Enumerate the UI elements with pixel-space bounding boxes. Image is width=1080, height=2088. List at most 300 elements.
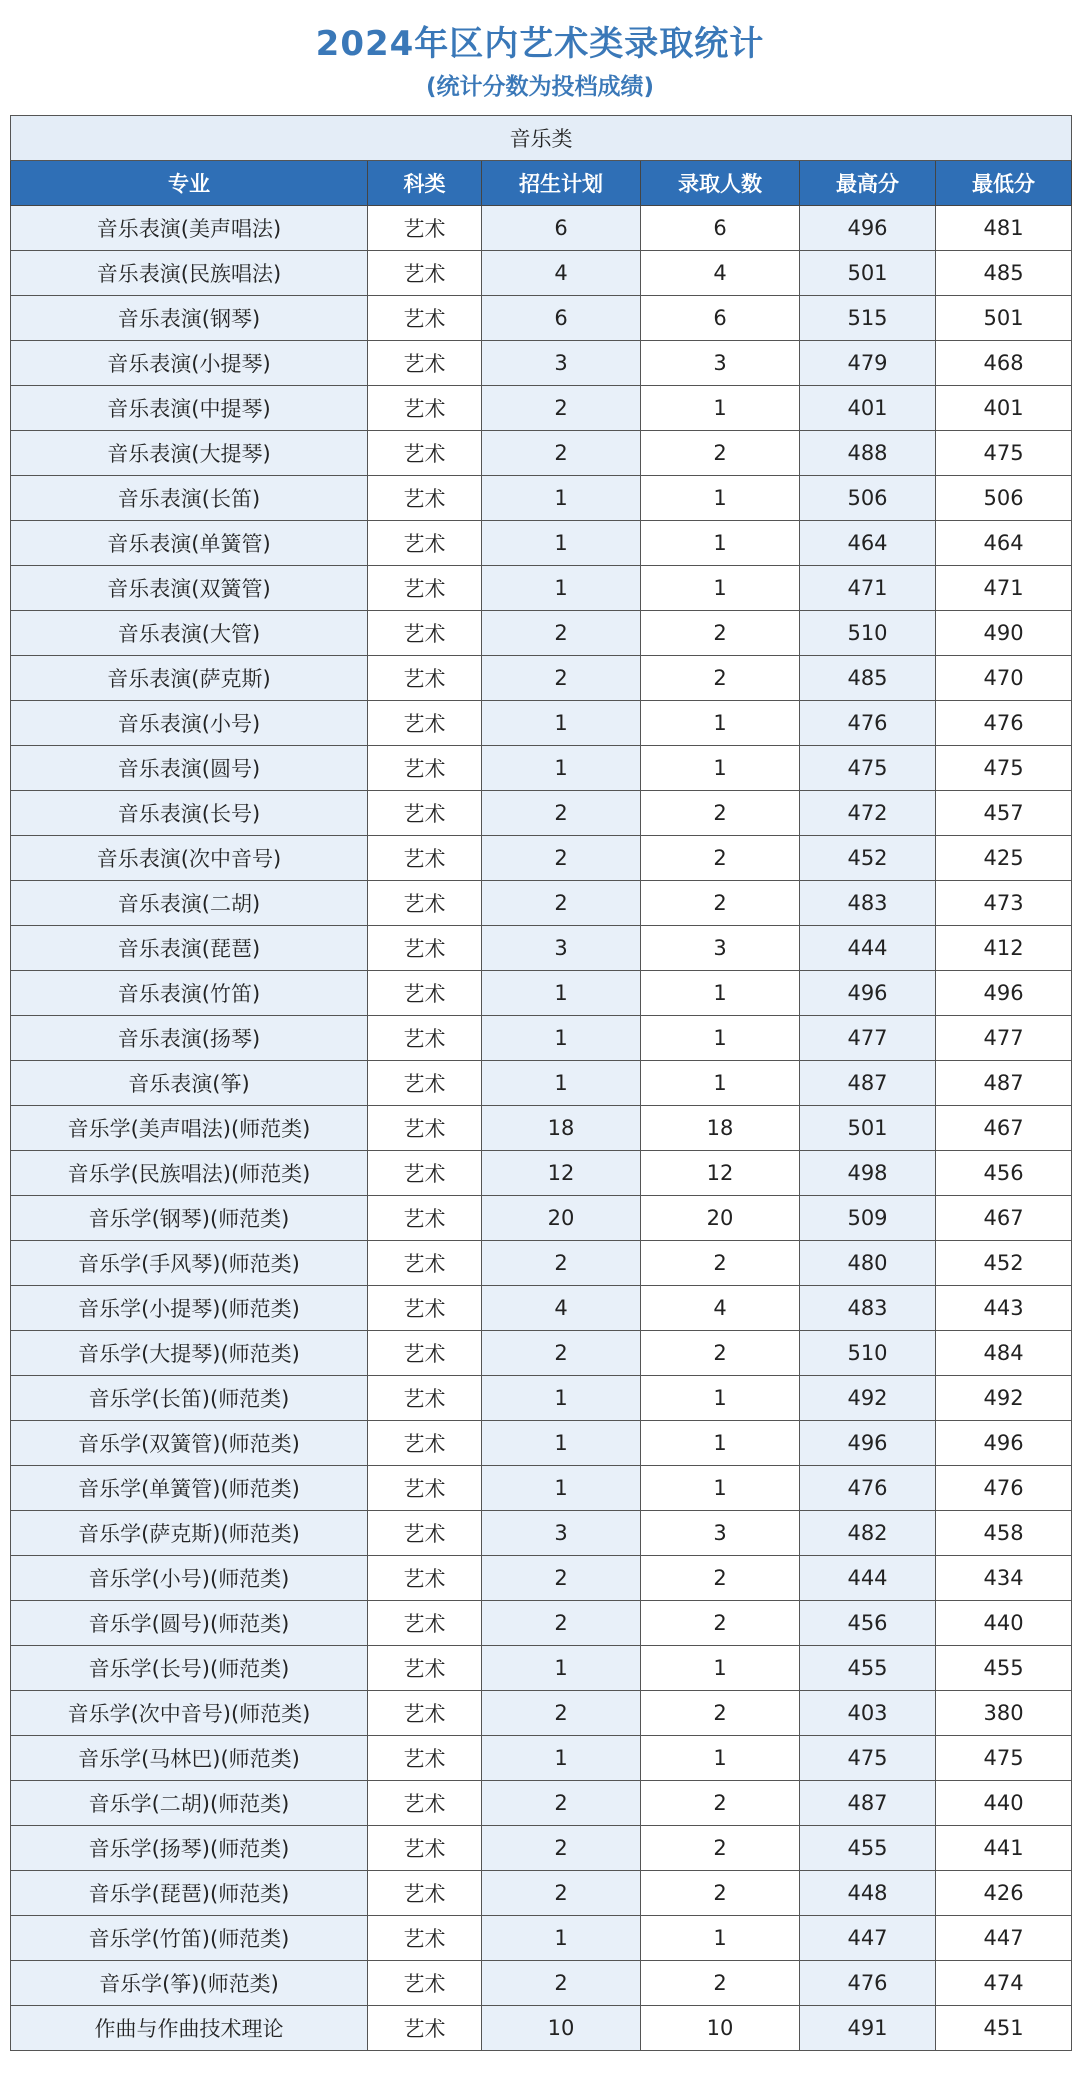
cell-max-score: 476 [800,1466,936,1511]
cell-subject: 艺术 [368,971,482,1016]
cell-admitted: 1 [641,1421,800,1466]
cell-subject: 艺术 [368,746,482,791]
cell-admitted: 2 [641,881,800,926]
cell-subject: 艺术 [368,836,482,881]
cell-admitted: 1 [641,746,800,791]
cell-min-score: 476 [936,701,1072,746]
cell-plan: 2 [482,1781,641,1826]
table-row [11,1646,1072,1691]
cell-min-score: 467 [936,1196,1072,1241]
cell-subject: 艺术 [368,1331,482,1376]
table-row [11,386,1072,431]
cell-subject: 艺术 [368,926,482,971]
table-row [11,296,1072,341]
cell-max-score: 492 [800,1376,936,1421]
cell-admitted: 3 [641,341,800,386]
admission-table [10,115,1072,2051]
table-row [11,1196,1072,1241]
cell-plan: 2 [482,1331,641,1376]
cell-plan: 3 [482,341,641,386]
cell-subject: 艺术 [368,251,482,296]
category-row [11,116,1072,161]
cell-admitted: 2 [641,1331,800,1376]
table-row [11,1241,1072,1286]
table-row [11,1421,1072,1466]
table-row [11,971,1072,1016]
cell-plan: 2 [482,1961,641,2006]
table-row [11,566,1072,611]
cell-min-score: 501 [936,296,1072,341]
cell-subject: 艺术 [368,1511,482,1556]
cell-plan: 1 [482,1061,641,1106]
cell-plan: 2 [482,431,641,476]
cell-max-score: 483 [800,1286,936,1331]
cell-min-score: 471 [936,566,1072,611]
title-block [0,0,1080,115]
table-row [11,1511,1072,1556]
cell-admitted: 2 [641,1601,800,1646]
cell-admitted: 2 [641,836,800,881]
table-row [11,836,1072,881]
cell-subject: 艺术 [368,1871,482,1916]
cell-subject: 艺术 [368,296,482,341]
cell-max-score: 455 [800,1826,936,1871]
page-title: 2024年区内艺术类录取统计 [315,24,765,64]
cell-major: 音乐学(单簧管)(师范类) [11,1466,368,1511]
cell-admitted: 1 [641,476,800,521]
cell-plan: 2 [482,836,641,881]
cell-min-score: 440 [936,1601,1072,1646]
cell-max-score: 510 [800,611,936,656]
cell-subject: 艺术 [368,566,482,611]
cell-admitted: 3 [641,926,800,971]
cell-max-score: 477 [800,1016,936,1061]
cell-major: 音乐表演(民族唱法) [11,251,368,296]
cell-major: 音乐学(长号)(师范类) [11,1646,368,1691]
cell-min-score: 443 [936,1286,1072,1331]
cell-subject: 艺术 [368,791,482,836]
cell-max-score: 487 [800,1061,936,1106]
table-row [11,881,1072,926]
cell-major: 音乐表演(美声唱法) [11,206,368,251]
cell-subject: 艺术 [368,1916,482,1961]
cell-plan: 1 [482,1736,641,1781]
cell-max-score: 476 [800,701,936,746]
cell-major: 音乐学(双簧管)(师范类) [11,1421,368,1466]
cell-plan: 2 [482,1556,641,1601]
cell-min-score: 425 [936,836,1072,881]
cell-max-score: 501 [800,251,936,296]
cell-subject: 艺术 [368,1016,482,1061]
cell-major: 音乐表演(小号) [11,701,368,746]
cell-min-score: 492 [936,1376,1072,1421]
table-row [11,1151,1072,1196]
table-row [11,2006,1072,2051]
cell-major: 音乐表演(单簧管) [11,521,368,566]
cell-admitted: 4 [641,1286,800,1331]
cell-subject: 艺术 [368,611,482,656]
cell-max-score: 509 [800,1196,936,1241]
cell-min-score: 475 [936,746,1072,791]
cell-subject: 艺术 [368,1556,482,1601]
cell-major: 音乐学(大提琴)(师范类) [11,1331,368,1376]
table-row [11,1286,1072,1331]
cell-admitted: 2 [641,1241,800,1286]
cell-major: 音乐学(萨克斯)(师范类) [11,1511,368,1556]
cell-admitted: 3 [641,1511,800,1556]
cell-major: 音乐学(民族唱法)(师范类) [11,1151,368,1196]
cell-plan: 2 [482,386,641,431]
cell-major: 音乐学(长笛)(师范类) [11,1376,368,1421]
cell-plan: 1 [482,1916,641,1961]
cell-min-score: 475 [936,431,1072,476]
cell-subject: 艺术 [368,1646,482,1691]
table-row [11,341,1072,386]
cell-plan: 1 [482,1421,641,1466]
cell-max-score: 479 [800,341,936,386]
cell-subject: 艺术 [368,656,482,701]
cell-max-score: 496 [800,206,936,251]
cell-min-score: 447 [936,1916,1072,1961]
cell-admitted: 1 [641,1061,800,1106]
category-label: 音乐类 [11,116,1072,161]
table-row [11,521,1072,566]
cell-max-score: 456 [800,1601,936,1646]
table-row [11,1016,1072,1061]
cell-admitted: 2 [641,656,800,701]
cell-subject: 艺术 [368,1781,482,1826]
cell-min-score: 380 [936,1691,1072,1736]
cell-admitted: 2 [641,431,800,476]
cell-major: 音乐学(圆号)(师范类) [11,1601,368,1646]
table-row [11,1466,1072,1511]
table-row [11,611,1072,656]
cell-plan: 12 [482,1151,641,1196]
cell-admitted: 1 [641,521,800,566]
table-row [11,1106,1072,1151]
cell-plan: 18 [482,1106,641,1151]
cell-major: 音乐学(次中音号)(师范类) [11,1691,368,1736]
cell-major: 音乐表演(二胡) [11,881,368,926]
cell-plan: 2 [482,1241,641,1286]
cell-min-score: 456 [936,1151,1072,1196]
cell-plan: 4 [482,251,641,296]
header-max-score: 最高分 [800,161,936,206]
cell-min-score: 484 [936,1331,1072,1376]
cell-admitted: 1 [641,1736,800,1781]
cell-max-score: 501 [800,1106,936,1151]
cell-plan: 2 [482,1826,641,1871]
cell-admitted: 2 [641,611,800,656]
cell-max-score: 487 [800,1781,936,1826]
cell-admitted: 2 [641,1826,800,1871]
cell-max-score: 480 [800,1241,936,1286]
header-major: 专业 [11,161,368,206]
cell-admitted: 1 [641,701,800,746]
table-row [11,1871,1072,1916]
cell-major: 音乐学(竹笛)(师范类) [11,1916,368,1961]
cell-min-score: 470 [936,656,1072,701]
cell-plan: 2 [482,881,641,926]
table-row [11,791,1072,836]
table-row [11,1961,1072,2006]
cell-plan: 1 [482,521,641,566]
cell-subject: 艺术 [368,1151,482,1196]
cell-plan: 1 [482,746,641,791]
cell-min-score: 464 [936,521,1072,566]
cell-max-score: 488 [800,431,936,476]
cell-admitted: 1 [641,1916,800,1961]
cell-subject: 艺术 [368,1466,482,1511]
cell-admitted: 12 [641,1151,800,1196]
cell-max-score: 448 [800,1871,936,1916]
cell-max-score: 455 [800,1646,936,1691]
cell-max-score: 444 [800,926,936,971]
cell-plan: 6 [482,296,641,341]
cell-min-score: 441 [936,1826,1072,1871]
cell-major: 音乐表演(筝) [11,1061,368,1106]
cell-major: 音乐表演(竹笛) [11,971,368,1016]
cell-admitted: 1 [641,1466,800,1511]
cell-max-score: 401 [800,386,936,431]
cell-admitted: 18 [641,1106,800,1151]
cell-plan: 4 [482,1286,641,1331]
table-row [11,1916,1072,1961]
cell-major: 音乐表演(大提琴) [11,431,368,476]
cell-admitted: 10 [641,2006,800,2051]
cell-plan: 1 [482,1376,641,1421]
cell-min-score: 458 [936,1511,1072,1556]
header-plan: 招生计划 [482,161,641,206]
cell-plan: 3 [482,926,641,971]
cell-subject: 艺术 [368,476,482,521]
cell-max-score: 403 [800,1691,936,1736]
cell-major: 音乐学(二胡)(师范类) [11,1781,368,1826]
table-row [11,476,1072,521]
cell-major: 音乐学(小号)(师范类) [11,1556,368,1601]
cell-plan: 20 [482,1196,641,1241]
table-row [11,251,1072,296]
cell-min-score: 496 [936,971,1072,1016]
cell-subject: 艺术 [368,206,482,251]
cell-max-score: 485 [800,656,936,701]
header-min-score: 最低分 [936,161,1072,206]
cell-admitted: 2 [641,1961,800,2006]
table-row [11,926,1072,971]
cell-plan: 1 [482,476,641,521]
cell-subject: 艺术 [368,881,482,926]
cell-admitted: 2 [641,791,800,836]
cell-max-score: 496 [800,971,936,1016]
cell-subject: 艺术 [368,521,482,566]
cell-major: 音乐表演(钢琴) [11,296,368,341]
cell-plan: 2 [482,611,641,656]
cell-min-score: 490 [936,611,1072,656]
cell-major: 音乐表演(双簧管) [11,566,368,611]
cell-subject: 艺术 [368,1691,482,1736]
cell-admitted: 2 [641,1691,800,1736]
table-row [11,1691,1072,1736]
cell-admitted: 1 [641,1376,800,1421]
cell-plan: 1 [482,701,641,746]
cell-subject: 艺术 [368,1826,482,1871]
table-row [11,1556,1072,1601]
cell-plan: 1 [482,566,641,611]
cell-max-score: 482 [800,1511,936,1556]
cell-plan: 2 [482,1871,641,1916]
cell-major: 音乐表演(大管) [11,611,368,656]
cell-min-score: 485 [936,251,1072,296]
cell-plan: 1 [482,1466,641,1511]
cell-plan: 10 [482,2006,641,2051]
cell-min-score: 473 [936,881,1072,926]
cell-major: 音乐学(筝)(师范类) [11,1961,368,2006]
header-subject: 科类 [368,161,482,206]
header-row [11,161,1072,206]
cell-major: 音乐学(扬琴)(师范类) [11,1826,368,1871]
cell-plan: 2 [482,1691,641,1736]
cell-subject: 艺术 [368,1106,482,1151]
cell-admitted: 2 [641,1871,800,1916]
cell-min-score: 468 [936,341,1072,386]
cell-max-score: 471 [800,566,936,611]
cell-major: 音乐学(钢琴)(师范类) [11,1196,368,1241]
cell-min-score: 440 [936,1781,1072,1826]
cell-min-score: 481 [936,206,1072,251]
cell-admitted: 4 [641,251,800,296]
cell-admitted: 1 [641,566,800,611]
cell-max-score: 496 [800,1421,936,1466]
cell-admitted: 2 [641,1781,800,1826]
cell-major: 音乐表演(圆号) [11,746,368,791]
cell-plan: 1 [482,971,641,1016]
cell-max-score: 498 [800,1151,936,1196]
cell-subject: 艺术 [368,701,482,746]
cell-subject: 艺术 [368,1286,482,1331]
cell-min-score: 506 [936,476,1072,521]
cell-plan: 6 [482,206,641,251]
cell-min-score: 487 [936,1061,1072,1106]
cell-subject: 艺术 [368,1421,482,1466]
cell-subject: 艺术 [368,1376,482,1421]
cell-max-score: 506 [800,476,936,521]
cell-admitted: 6 [641,296,800,341]
cell-max-score: 472 [800,791,936,836]
table-row [11,1601,1072,1646]
cell-min-score: 474 [936,1961,1072,2006]
table-row [11,1331,1072,1376]
cell-major: 音乐表演(长号) [11,791,368,836]
table-row [11,746,1072,791]
cell-major: 音乐表演(琵琶) [11,926,368,971]
cell-min-score: 475 [936,1736,1072,1781]
cell-major: 作曲与作曲技术理论 [11,2006,368,2051]
cell-max-score: 452 [800,836,936,881]
cell-plan: 2 [482,656,641,701]
cell-subject: 艺术 [368,1961,482,2006]
cell-min-score: 434 [936,1556,1072,1601]
cell-subject: 艺术 [368,431,482,476]
cell-max-score: 483 [800,881,936,926]
table-row [11,701,1072,746]
cell-max-score: 491 [800,2006,936,2051]
cell-min-score: 452 [936,1241,1072,1286]
cell-major: 音乐表演(次中音号) [11,836,368,881]
cell-max-score: 475 [800,1736,936,1781]
cell-plan: 2 [482,1601,641,1646]
cell-min-score: 455 [936,1646,1072,1691]
cell-max-score: 464 [800,521,936,566]
cell-max-score: 475 [800,746,936,791]
cell-max-score: 447 [800,1916,936,1961]
cell-plan: 1 [482,1646,641,1691]
table-row [11,1376,1072,1421]
cell-major: 音乐学(小提琴)(师范类) [11,1286,368,1331]
table-row [11,656,1072,701]
cell-min-score: 457 [936,791,1072,836]
cell-major: 音乐学(琵琶)(师范类) [11,1871,368,1916]
cell-min-score: 401 [936,386,1072,431]
table-row [11,1781,1072,1826]
cell-subject: 艺术 [368,1196,482,1241]
cell-major: 音乐表演(小提琴) [11,341,368,386]
cell-plan: 2 [482,791,641,836]
cell-subject: 艺术 [368,341,482,386]
table-row [11,1826,1072,1871]
table-body [11,206,1072,2051]
cell-plan: 1 [482,1016,641,1061]
cell-subject: 艺术 [368,2006,482,2051]
cell-admitted: 1 [641,971,800,1016]
cell-major: 音乐学(手风琴)(师范类) [11,1241,368,1286]
cell-admitted: 1 [641,1646,800,1691]
cell-admitted: 1 [641,386,800,431]
table-row [11,1061,1072,1106]
cell-subject: 艺术 [368,386,482,431]
cell-min-score: 412 [936,926,1072,971]
cell-min-score: 451 [936,2006,1072,2051]
cell-major: 音乐表演(中提琴) [11,386,368,431]
cell-max-score: 476 [800,1961,936,2006]
cell-major: 音乐表演(长笛) [11,476,368,521]
cell-major: 音乐学(马林巴)(师范类) [11,1736,368,1781]
cell-subject: 艺术 [368,1241,482,1286]
cell-admitted: 20 [641,1196,800,1241]
cell-admitted: 2 [641,1556,800,1601]
cell-subject: 艺术 [368,1601,482,1646]
cell-subject: 艺术 [368,1061,482,1106]
cell-min-score: 467 [936,1106,1072,1151]
cell-major: 音乐表演(萨克斯) [11,656,368,701]
cell-max-score: 515 [800,296,936,341]
cell-max-score: 444 [800,1556,936,1601]
cell-major: 音乐表演(扬琴) [11,1016,368,1061]
cell-min-score: 426 [936,1871,1072,1916]
cell-min-score: 496 [936,1421,1072,1466]
table-row [11,1736,1072,1781]
cell-major: 音乐学(美声唱法)(师范类) [11,1106,368,1151]
page-subtitle: (统计分数为投档成绩) [425,74,655,100]
cell-min-score: 476 [936,1466,1072,1511]
cell-max-score: 510 [800,1331,936,1376]
table-row [11,206,1072,251]
cell-admitted: 6 [641,206,800,251]
table-row [11,431,1072,476]
cell-admitted: 1 [641,1016,800,1061]
cell-plan: 3 [482,1511,641,1556]
cell-min-score: 477 [936,1016,1072,1061]
header-admitted: 录取人数 [641,161,800,206]
